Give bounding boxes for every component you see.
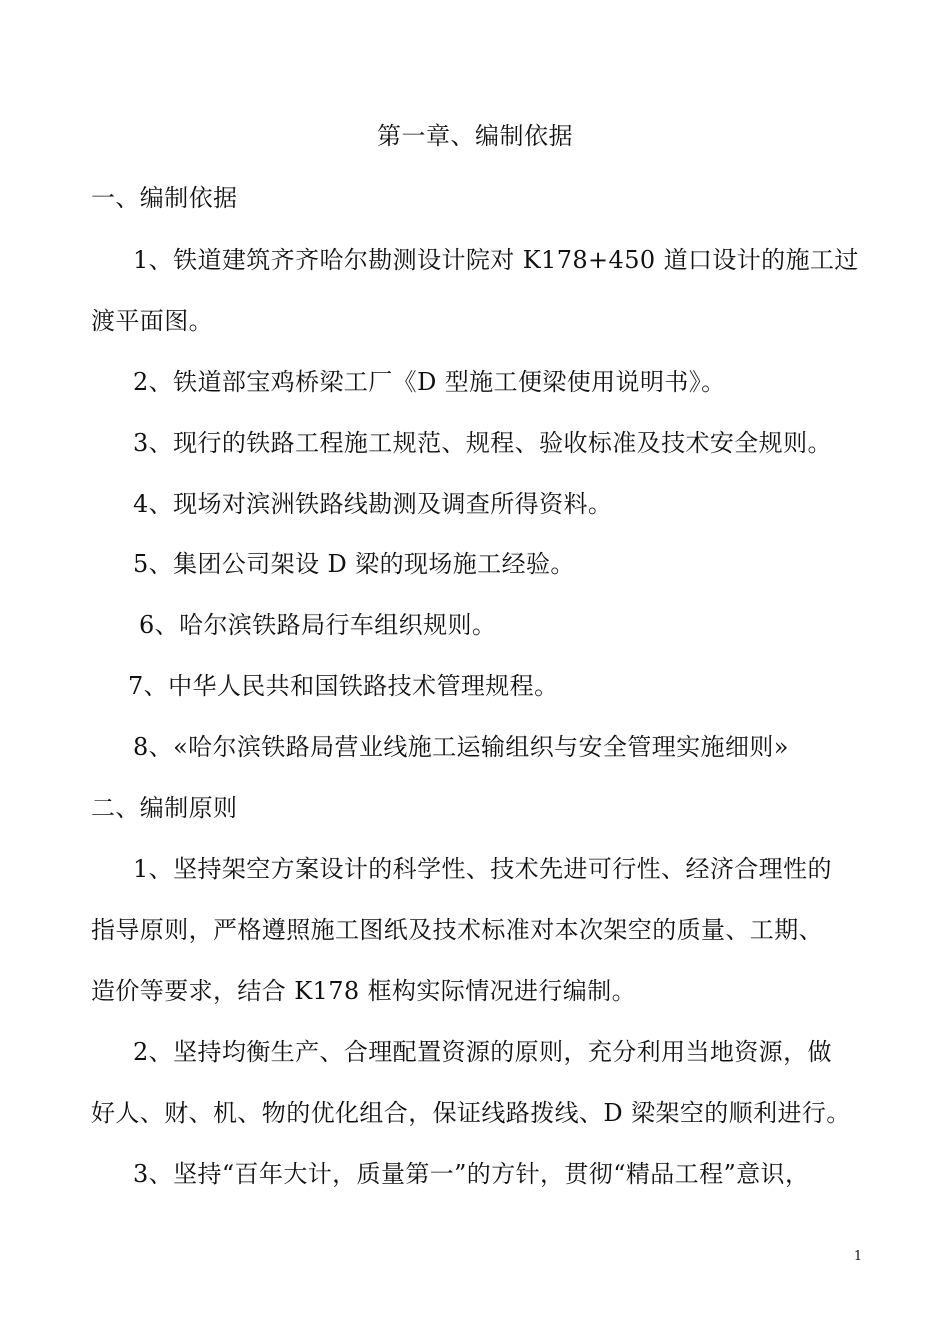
basis-item-1: 1、铁道建筑齐齐哈尔勘测设计院对 K178+450 道口设计的施工过 xyxy=(133,246,859,274)
chapter-title: 第一章、编制依据 xyxy=(377,122,573,150)
basis-item-4: 4、现场对滨洲铁路线勘测及调查所得资料。 xyxy=(133,490,613,518)
principle-line-6: 3、坚持“百年大计，质量第一”的方针，贯彻“精品工程”意识， xyxy=(133,1160,810,1188)
basis-item-6: 6、哈尔滨铁路局行车组织规则。 xyxy=(139,611,497,639)
basis-item-3: 3、现行的铁路工程施工规范、规程、验收标准及技术安全规则。 xyxy=(133,429,832,457)
basis-item-5: 5、集团公司架设 D 梁的现场施工经验。 xyxy=(133,550,575,578)
principle-line-5: 好人、财、机、物的优化组合，保证线路拨线、D 梁架空的顺利进行。 xyxy=(91,1099,851,1127)
principle-line-4: 2、坚持均衡生产、合理配置资源的原则，充分利用当地资源，做 xyxy=(133,1038,832,1066)
principle-line-1: 1、坚持架空方案设计的科学性、技术先进可行性、经济合理性的 xyxy=(133,855,832,883)
basis-item-1-continued: 渡平面图。 xyxy=(91,307,213,335)
principle-line-3: 造价等要求，结合 K178 框构实际情况进行编制。 xyxy=(91,977,636,1005)
section-heading-basis: 一、编制依据 xyxy=(91,184,238,212)
section-heading-principles: 二、编制原则 xyxy=(91,794,238,822)
page-number: 1 xyxy=(853,1249,863,1264)
basis-item-2: 2、铁道部宝鸡桥梁工厂《D 型施工便梁使用说明书》。 xyxy=(133,368,726,396)
basis-item-7: 7、中华人民共和国铁路技术管理规程。 xyxy=(128,672,559,700)
principle-line-2: 指导原则，严格遵照施工图纸及技术标准对本次架空的质量、工期、 xyxy=(91,916,823,944)
basis-item-8: 8、«哈尔滨铁路局营业线施工运输组织与安全管理实施细则» xyxy=(133,733,789,761)
